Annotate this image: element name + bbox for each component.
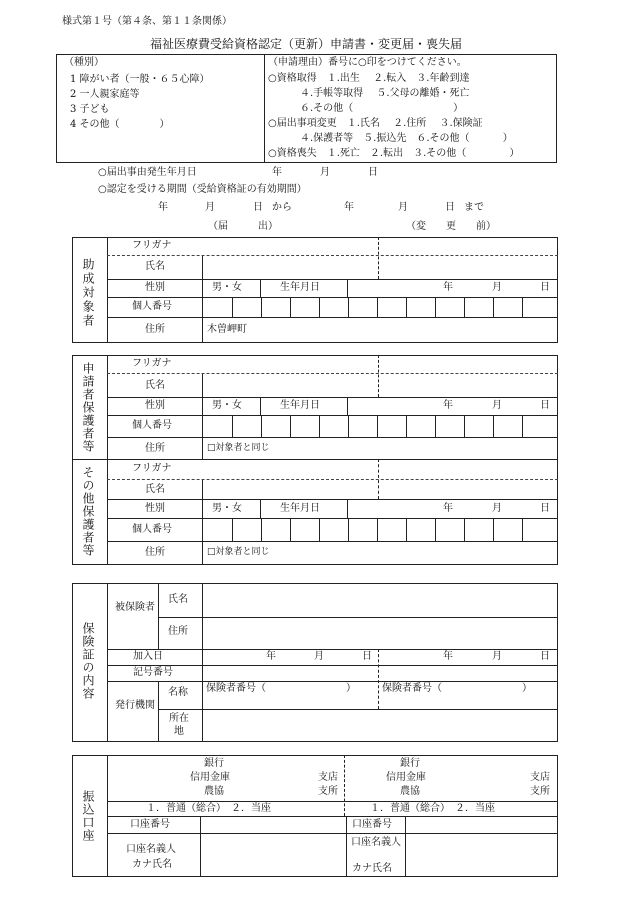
join-day: 日 — [362, 651, 372, 662]
other-guardian-section-label: その他保護者等 — [81, 466, 95, 557]
shinkin-left: 信用金庫 — [190, 772, 230, 783]
reason-line[interactable]: ４.手帳等取得 ５.父母の離婚・死亡 — [300, 88, 470, 99]
issuer-label: 発行機関 — [115, 700, 155, 711]
reason-line[interactable]: ○資格取得 １.出生 ２.転入 ３.年齢到達 — [268, 73, 470, 84]
form-title: 福祉医療費受給資格認定（更新）申請書・変更届・喪失届 — [150, 37, 463, 51]
subject-birth-month: 月 — [492, 282, 502, 293]
subject-id-label: 個人番号 — [132, 301, 172, 312]
other-birth-label: 生年月日 — [280, 503, 320, 514]
join-month: 月 — [314, 651, 324, 662]
join-year-after: 年 — [443, 651, 453, 662]
account-type-left[interactable]: １．普通（総合） ２．当座 — [146, 803, 271, 814]
subject-gender-label: 性別 — [145, 282, 165, 293]
applicant-gender-options[interactable]: 男・女 — [212, 400, 242, 411]
branch-left: 支店 — [318, 772, 338, 783]
holder-left-label: 口座名義人 — [126, 844, 176, 855]
join-date-label: 加入日 — [133, 651, 163, 662]
insurance-section-label: 保険証の内容 — [81, 622, 95, 700]
insurer-number-after[interactable]: 保険者番号（ ） — [382, 683, 532, 694]
after-label: （変 更 前） — [406, 221, 496, 232]
applicant-same-checkbox[interactable]: □対象者と同じ — [207, 443, 270, 453]
nokyo-left: 農協 — [204, 786, 224, 797]
form-number: 様式第１号（第４条、第１１条関係） — [62, 16, 232, 27]
kana-left-label: カナ氏名 — [132, 859, 172, 870]
other-gender-options[interactable]: 男・女 — [212, 503, 242, 514]
period-label: ○認定を受ける期間（受給資格証の有効期間） — [98, 184, 307, 195]
period-from-year: 年 — [158, 202, 168, 213]
issuer-address-label: 所在地 — [169, 713, 189, 737]
subject-birth-day: 日 — [540, 282, 550, 293]
reason-heading: （申請理由）番号に○印をつけてください。 — [268, 57, 467, 68]
other-birth-day: 日 — [540, 503, 550, 514]
bank-section-label: 振込口座 — [81, 790, 95, 842]
reason-line[interactable]: ○届出事項変更 １.氏名 ２.住所 ３.保険証 — [268, 118, 483, 129]
subject-birth-year: 年 — [443, 282, 453, 293]
applicant-birth-month: 月 — [492, 400, 502, 411]
other-name-label: 氏名 — [145, 484, 165, 495]
account-type-right[interactable]: １．普通（総合） ２．当座 — [370, 803, 495, 814]
applicant-birth-year: 年 — [443, 400, 453, 411]
join-day-after: 日 — [540, 651, 550, 662]
other-id-label: 個人番号 — [132, 524, 172, 535]
subject-section-label: 助成対象者 — [81, 258, 95, 328]
applicant-gender-label: 性別 — [145, 400, 165, 411]
event-year-unit: 年 — [272, 167, 282, 178]
period-to-year: 年 — [344, 202, 354, 213]
kana-right-label: カナ氏名 — [352, 863, 392, 874]
period-from-month: 月 — [205, 202, 215, 213]
other-gender-label: 性別 — [145, 503, 165, 514]
insured-label: 被保険者 — [115, 602, 155, 613]
category-item[interactable]: 2 一人親家庭等 — [70, 89, 140, 100]
period-to-month: 月 — [398, 202, 408, 213]
symbol-number-label: 記号番号 — [133, 667, 173, 678]
period-from: から — [272, 202, 292, 213]
period-to-day: 日 — [445, 202, 455, 213]
other-furigana-label: フリガナ — [132, 463, 172, 474]
insurer-number-before[interactable]: 保険者番号（ ） — [206, 683, 356, 694]
join-month-after: 月 — [492, 651, 502, 662]
reason-line[interactable]: ４.保護者等 ５.振込先 ６.その他（ ） — [300, 133, 513, 144]
shinkin-right: 信用金庫 — [386, 772, 426, 783]
applicant-furigana-label: フリガナ — [132, 358, 172, 369]
shisho-right: 支所 — [530, 786, 550, 797]
period-from-day: 日 — [253, 202, 263, 213]
reason-line[interactable]: ６.その他（ ） — [300, 103, 464, 114]
period-to: まで — [464, 202, 484, 213]
event-date-label: ○届出事由発生年月日 — [98, 167, 197, 178]
subject-furigana-label: フリガナ — [132, 240, 172, 251]
applicant-name-label: 氏名 — [145, 380, 165, 391]
subject-address-label: 住所 — [145, 324, 165, 335]
before-label: （届 出） — [208, 221, 278, 232]
category-item[interactable]: 4 その他（ ） — [70, 119, 170, 130]
insured-address-label: 住所 — [168, 626, 188, 637]
branch-right: 支店 — [530, 772, 550, 783]
other-birth-year: 年 — [443, 503, 453, 514]
other-address-label: 住所 — [145, 547, 165, 558]
join-year: 年 — [266, 651, 276, 662]
account-number-right-label: 口座番号 — [352, 819, 392, 830]
nokyo-right: 農協 — [400, 786, 420, 797]
shisho-left: 支所 — [318, 786, 338, 797]
bank-left: 銀行 — [204, 758, 224, 769]
subject-name-label: 氏名 — [145, 261, 165, 272]
subject-gender-options[interactable]: 男・女 — [212, 282, 242, 293]
applicant-birth-label: 生年月日 — [280, 400, 320, 411]
issuer-name-label: 名称 — [168, 687, 188, 698]
bank-right: 銀行 — [400, 758, 420, 769]
category-heading: （種別） — [64, 57, 104, 68]
event-day-unit: 日 — [368, 167, 378, 178]
applicant-birth-day: 日 — [540, 400, 550, 411]
reason-line[interactable]: ○資格喪失 １.死亡 ２.転出 ３.その他（ ） — [268, 148, 520, 159]
applicant-id-label: 個人番号 — [132, 420, 172, 431]
applicant-address-label: 住所 — [145, 443, 165, 454]
applicant-section-label: 申請者保護者等 — [81, 362, 95, 453]
account-number-left-label: 口座番号 — [130, 819, 170, 830]
insured-name-label: 氏名 — [168, 594, 188, 605]
subject-address-value[interactable]: 木曽岬町 — [207, 324, 247, 335]
other-birth-month: 月 — [492, 503, 502, 514]
category-item[interactable]: 3 子ども — [70, 104, 110, 115]
category-item[interactable]: 1 障がい者（一般・６５心障） — [70, 74, 210, 85]
event-month-unit: 月 — [320, 167, 330, 178]
subject-birth-label: 生年月日 — [280, 282, 320, 293]
other-same-checkbox[interactable]: □対象者と同じ — [207, 547, 270, 557]
holder-right-label: 口座名義人 — [351, 837, 401, 848]
